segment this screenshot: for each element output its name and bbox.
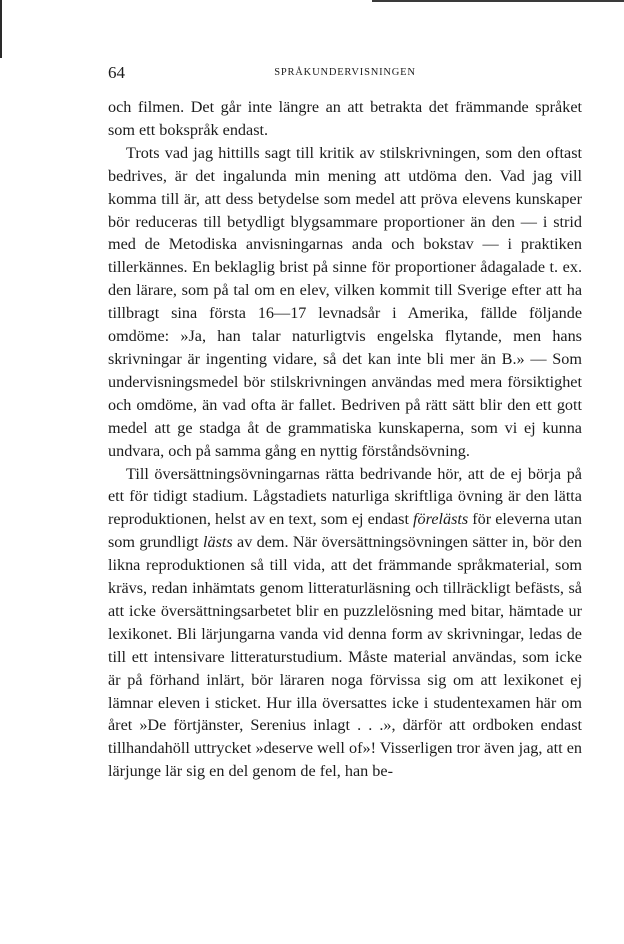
text-run: och filmen. Det går inte längre an att betrakta det främmande språket som ett bokspråk endast. (108, 98, 582, 139)
paragraph-2 (108, 142, 582, 463)
text-run: för eleverna utan som grundligt (108, 510, 582, 552)
page-number: 64 (108, 63, 125, 82)
page-header (108, 63, 582, 87)
scan-edge-left (0, 0, 2, 58)
text-run: Trots vad jag hittills sagt till kritik av stilskrivningen, som den oftast bedrives, är det ingalunda min mening att utdöma den. Vad jag vill komma till är, att dess betydelse som medel att pröva elevens kunskaper bör reduceras till betydligt blygsammare proportioner än den — i strid med de Metodiska anvisningarnas anda och bokstav — i praktiken tillerkännes. En beklaglig brist på sinne för proportioner ådagalade t. ex. den lärare, som på tal om en elev, vilken kommit till Sverige efter att ha tillbragt sina första 16—17 levnadsår i Amerika, fällde följande omdöme: »Ja, han talar naturligtvis engelska flytande, men hans skrivningar är ingenting vidare, så det kan inte bli mer än B.» — Som undervisningsmedel bör stilskrivningen användas med mera försiktighet och omdöme, än vad ofta är fallet. Bedriven på rätt sätt blir den ett gott medel att ge stadga åt de grammatiska kunskaperna, som vi ej kunna undvara, och på samma gång en nyttig förståndsövning. (108, 143, 582, 460)
scan-edge-top (372, 0, 624, 2)
body-text (108, 96, 582, 783)
italic-term-forelasts: förelästs (413, 510, 469, 529)
running-head: SPRÅKUNDERVISNINGEN (274, 67, 416, 78)
text-run: av dem. När översättningsövningen sätter in, bör den likna reproduktionen så till vida, att det främmande språkmaterial, som krävs, redan inhämtats genom litteraturläsning och tillräckligt befästs, så att icke översättningsarbetet blir en puzzlelösning med bitar, hämtade ur lexikonet. Bli lärjungarna vanda vid denna form av skrivningar, ledas de till ett intensivare litteraturstudium. Måste material användas, som icke är på förhand inlärt, bör läraren noga förvissa sig om att lexikonet ej lämnar eleven i sticket. Hur illa översattes icke i studentexamen här om året »De förtjänster, Serenius inlagt . . .», därför att ordboken endast tillhandahöll uttrycket »deserve well of»! Visserligen tror även jag, att en lärjunge lär sig en del genom de fel, han be- (108, 533, 582, 781)
paragraph-1 (108, 96, 582, 142)
italic-term-lasts: lästs (203, 533, 233, 552)
paragraph-3 (108, 463, 582, 784)
text-run: Till översättningsövningarnas rätta bedrivande hör, att de ej börja på ett för tidigt stadium. Lågstadiets naturliga skriftliga övning är den lätta reproduktionen, helst av en text, som ej endast (108, 464, 582, 529)
